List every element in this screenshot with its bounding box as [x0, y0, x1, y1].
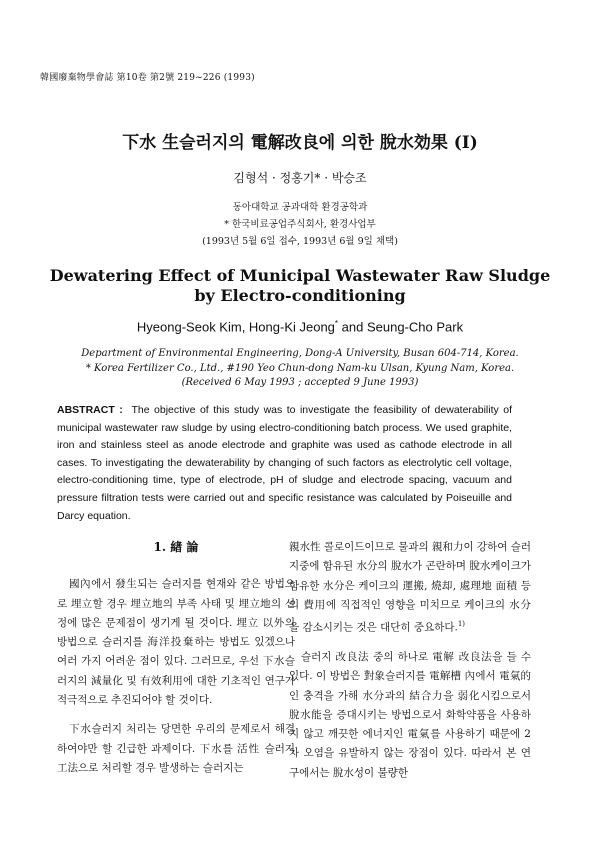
english-dates: (Received 6 May 1993 ; accepted 9 June 1993) — [181, 377, 419, 388]
korean-dates: (1993년 5월 6일 접수, 1993년 6월 9일 채택) — [202, 236, 398, 247]
english-title — [0, 266, 600, 306]
english-authors-part-1: Hyeong-Seok Kim, Hong-Ki Jeong — [136, 319, 335, 335]
korean-affiliations — [0, 199, 600, 250]
body-column-right — [289, 538, 531, 793]
journal-citation: 韓國廢棄物學會誌 第10卷 第2號 219~226 (1993) — [40, 73, 255, 83]
english-authors-mark: * — [334, 319, 339, 328]
right-paragraph-1 — [289, 538, 531, 638]
english-title-line-1: Dewatering Effect of Municipal Wastewater Raw Sludge — [49, 266, 551, 285]
korean-title: 下水 生슬러지의 電解改良에 의한 脫水効果 (I) — [122, 133, 478, 153]
section-heading: 1. 緖 論 — [153, 540, 199, 554]
reference-mark: 1) — [457, 620, 466, 629]
body-column-left — [57, 538, 295, 788]
korean-authors: 김형석 · 정홍기* · 박승조 — [233, 171, 367, 185]
korean-affiliation-1: 동아대학교 공과대학 환경공학과 — [232, 202, 368, 213]
abstract-text: The objective of this study was to investigate the feasibility of dewaterability of municipal wastewater raw sludge by using electro-conditioning batch process. We used graphite, iron and stainless steel as anode electrode and graphite was used as cathode electrode in all cases. To investigating the dewaterability by changing of such factors as electrolytic cell voltage, electro-conditioning time, type of electrode, pH of sludge and electrode spacing, vacuum and pressure filtration tests were carried out and specific resistance was calculated by Poiseuille and Darcy equation. — [57, 404, 512, 522]
left-paragraph-1: 國內에서 發生되는 슬러지를 현재와 같은 방법으로 埋立할 경우 埋立地의 부족 사태 및 埋立地의 선정에 많은 문제점이 생기게 될 것이다. 埋立 以外의 방법으로 슬러지를 海洋投棄하는 방법도 있겠으나 여러 가지 어려운 점이 있다. 그러므로, 우선 下水슬러지의 減量化 및 有效利用에 대한 기초적인 연구가 적극적으로 추진되어야 할 것이다. — [57, 578, 295, 707]
english-title-line-2: by Electro-conditioning — [194, 286, 406, 305]
english-authors-part-2: and Seung-Cho Park — [338, 319, 464, 335]
english-authors — [0, 319, 600, 334]
abstract-label: ABSTRACT : — [57, 404, 123, 416]
left-paragraph-2: 下水슬러지 처리는 당면한 우리의 문제로서 해결하여야만 할 긴급한 과제이다. 下水를 活性 슬러지 工法으로 처리할 경우 발생하는 슬러지는 — [57, 723, 295, 774]
right-paragraph-2: 슬러지 改良法 중의 하나로 電解 改良法을 들 수 있다. 이 방법은 對象슬러지를 電解槽 內에서 電氣的인 충격을 가해 水分과의 結合力을 弱化시킴으로서 脫水能을 증대시키는 방법으로서 화학약품을 사용하지 않고 깨끗한 에너지인 電氣를 사용하기 때문에 2차 오염을 유발하지 않는 장점이 있다. 따라서 본 연구에서는 脫水성이 불량한 — [289, 650, 531, 779]
right-paragraph-1-text: 親水性 콜로이드이므로 물과의 親和力이 강하여 슬러지중에 함유된 水分의 脫水가 곤란하며 脫水케이크가 함유한 水分은 케이크의 運搬, 燒却, 處理地 面積 등의 費用에 직접적인 영향을 미치므로 케이크의 水分을 감소시키는 것은 대단히 중요하다. — [289, 541, 531, 634]
english-affiliations — [0, 347, 600, 391]
english-affiliation-1: Department of Environmental Engineering, Dong-A University, Busan 604-714, Korea. — [81, 348, 519, 359]
abstract — [57, 402, 512, 525]
korean-affiliation-2: * 한국비료공업주식회사, 환경사업부 — [224, 219, 376, 230]
english-affiliation-2: * Korea Fertilizer Co., Ltd., #190 Yeo Chun-dong Nam-ku Ulsan, Kyung Nam, Korea. — [85, 362, 515, 374]
